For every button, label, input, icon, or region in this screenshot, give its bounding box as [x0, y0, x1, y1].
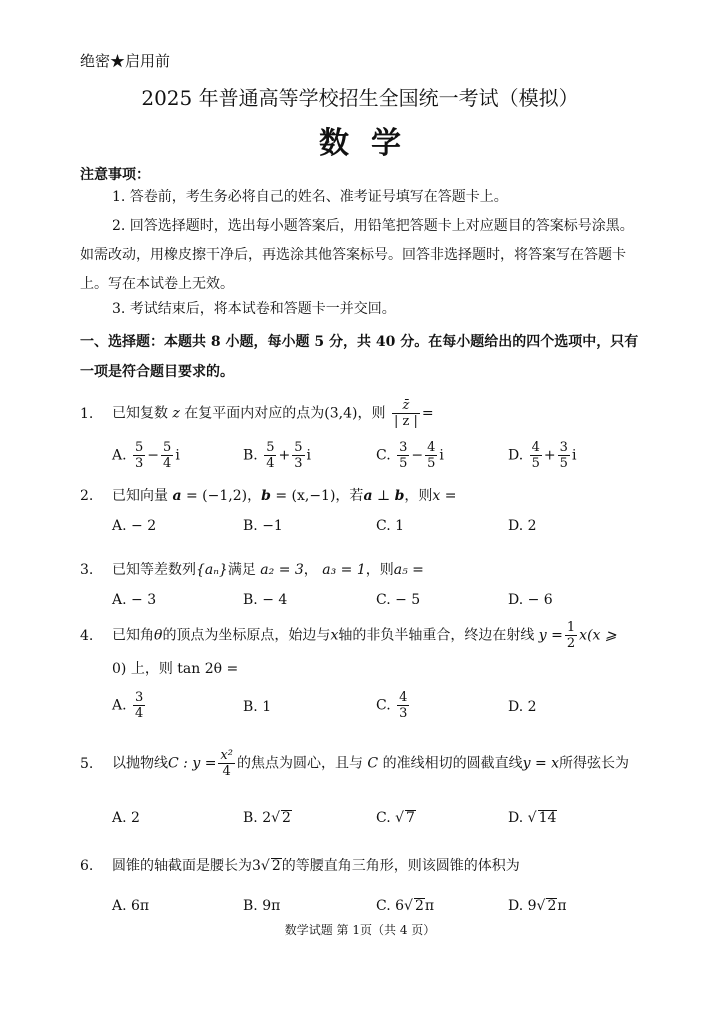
option-d[interactable]: D. √ 14 [508, 810, 557, 826]
question-5: 5. 以抛物线C : y = $\frac{\text{x²}}{4}$ 的焦点为圆心，且与 C 的准线相切的圆截直线y = x所得弦长为 [80, 748, 630, 779]
page-footer: 数学试题 第 1页（共 4 页） [284, 923, 436, 937]
option-c[interactable]: C. $\frac{3}{5}$ − $\frac{4}{5}$ i [376, 440, 444, 471]
option-b[interactable]: B. 1 [243, 699, 272, 715]
option-b[interactable]: B. $\frac{5}{4}$ + $\frac{5}{3}$ i [243, 440, 311, 471]
exam-title: 2025 年普通高等学校招生全国统一考试（模拟） [141, 86, 579, 110]
subject-title: 数学 [319, 126, 423, 161]
question-number: 4. [80, 627, 94, 644]
question-4-line-2: 0) 上，则 tan 2θ = [112, 661, 239, 677]
sqrt-symbol: √ [404, 898, 413, 914]
question-3: 3. 已知等差数列{aₙ}满足 a₂ = 3， a₃ = 1，则a₅ = [80, 562, 424, 578]
option-c[interactable]: C. $\frac{4}{3}$ [376, 690, 408, 721]
option-c[interactable]: C. − 5 [376, 592, 421, 608]
option-a[interactable]: A. $\frac{3}{4}$ [112, 690, 144, 721]
option-b[interactable]: B. − 4 [243, 592, 288, 608]
option-c[interactable]: C. √ 7 [376, 810, 415, 826]
option-d[interactable]: D. $\frac{4}{5}$ + $\frac{3}{5}$ i [508, 440, 577, 471]
question-2: 2. 已知向量 a = (−1,2)，b = (x,−1)，若a ⊥ b，则x = [80, 488, 457, 504]
option-a[interactable]: A. − 2 [112, 518, 157, 534]
sqrt-symbol: √ [260, 858, 270, 874]
question-number: 6. [80, 858, 94, 874]
question-4: 4. 已知角θ的顶点为坐标原点，始边与x轴的非负半轴重合，终边在射线 y = $\frac{1}{2}$ x(x ⩾ [80, 620, 617, 651]
notice-item-2: 2. 回答选择题时，选出每小题答案后，用铅笔把答题卡上对应题目的答案标号涂黑。如需改动，用橡皮擦干净后，再选涂其他答案标号。回答非选择题时，将答案写在答题卡上。写在本试卷上无效。 [80, 218, 634, 292]
option-a[interactable]: A. 2 [112, 810, 140, 826]
notice-item-1: 1. 答卷前，考生务必将自己的姓名、准考证号填写在答题卡上。 [112, 189, 508, 205]
question-6: 6. 圆锥的轴截面是腰长为3√ 2的等腰直角三角形，则该圆锥的体积为 [80, 858, 520, 874]
sqrt-symbol: √ [395, 810, 405, 826]
question-number: 1. [80, 405, 94, 422]
option-c[interactable]: C. 6√ 2π [376, 898, 435, 914]
question-1: 1. 已知复数 z 在复平面内对应的点为(3,4)，则 $\frac{z̄}{| z |}$ = [80, 398, 434, 429]
sqrt-symbol: √ [527, 810, 537, 826]
notice-item-3: 3. 考试结束后，将本试卷和答题卡一并交回。 [112, 301, 396, 317]
sqrt-symbol: √ [536, 898, 546, 914]
option-b[interactable]: B. 2√ 2 [243, 810, 291, 826]
option-d[interactable]: D. 9√ 2π [508, 898, 567, 914]
option-a[interactable]: A. − 3 [112, 592, 157, 608]
option-d[interactable]: D. − 6 [508, 592, 553, 608]
question-number: 2. [80, 488, 94, 504]
question-number: 3. [80, 562, 94, 578]
option-d[interactable]: D. 2 [508, 699, 537, 715]
option-b[interactable]: B. 9π [243, 898, 281, 914]
option-b[interactable]: B. −1 [243, 518, 283, 534]
option-d[interactable]: D. 2 [508, 518, 537, 534]
option-a[interactable]: A. $\frac{5}{3}$ − $\frac{5}{4}$ i [112, 440, 180, 471]
option-a[interactable]: A. 6π [112, 898, 150, 914]
sqrt-symbol: √ [271, 810, 281, 826]
fraction: $\frac{z̄}{| z |}$ [393, 398, 418, 429]
section-heading: 一、选择题：本题共 8 小题，每小题 5 分，共 40 分。在每小题给出的四个选项中，只有一项是符合题目要求的。 [80, 334, 639, 380]
question-number: 5. [80, 755, 94, 772]
confidential-mark: 绝密★启用前 [80, 52, 171, 70]
option-c[interactable]: C. 1 [376, 518, 405, 534]
notice-heading: 注意事项： [80, 167, 150, 183]
